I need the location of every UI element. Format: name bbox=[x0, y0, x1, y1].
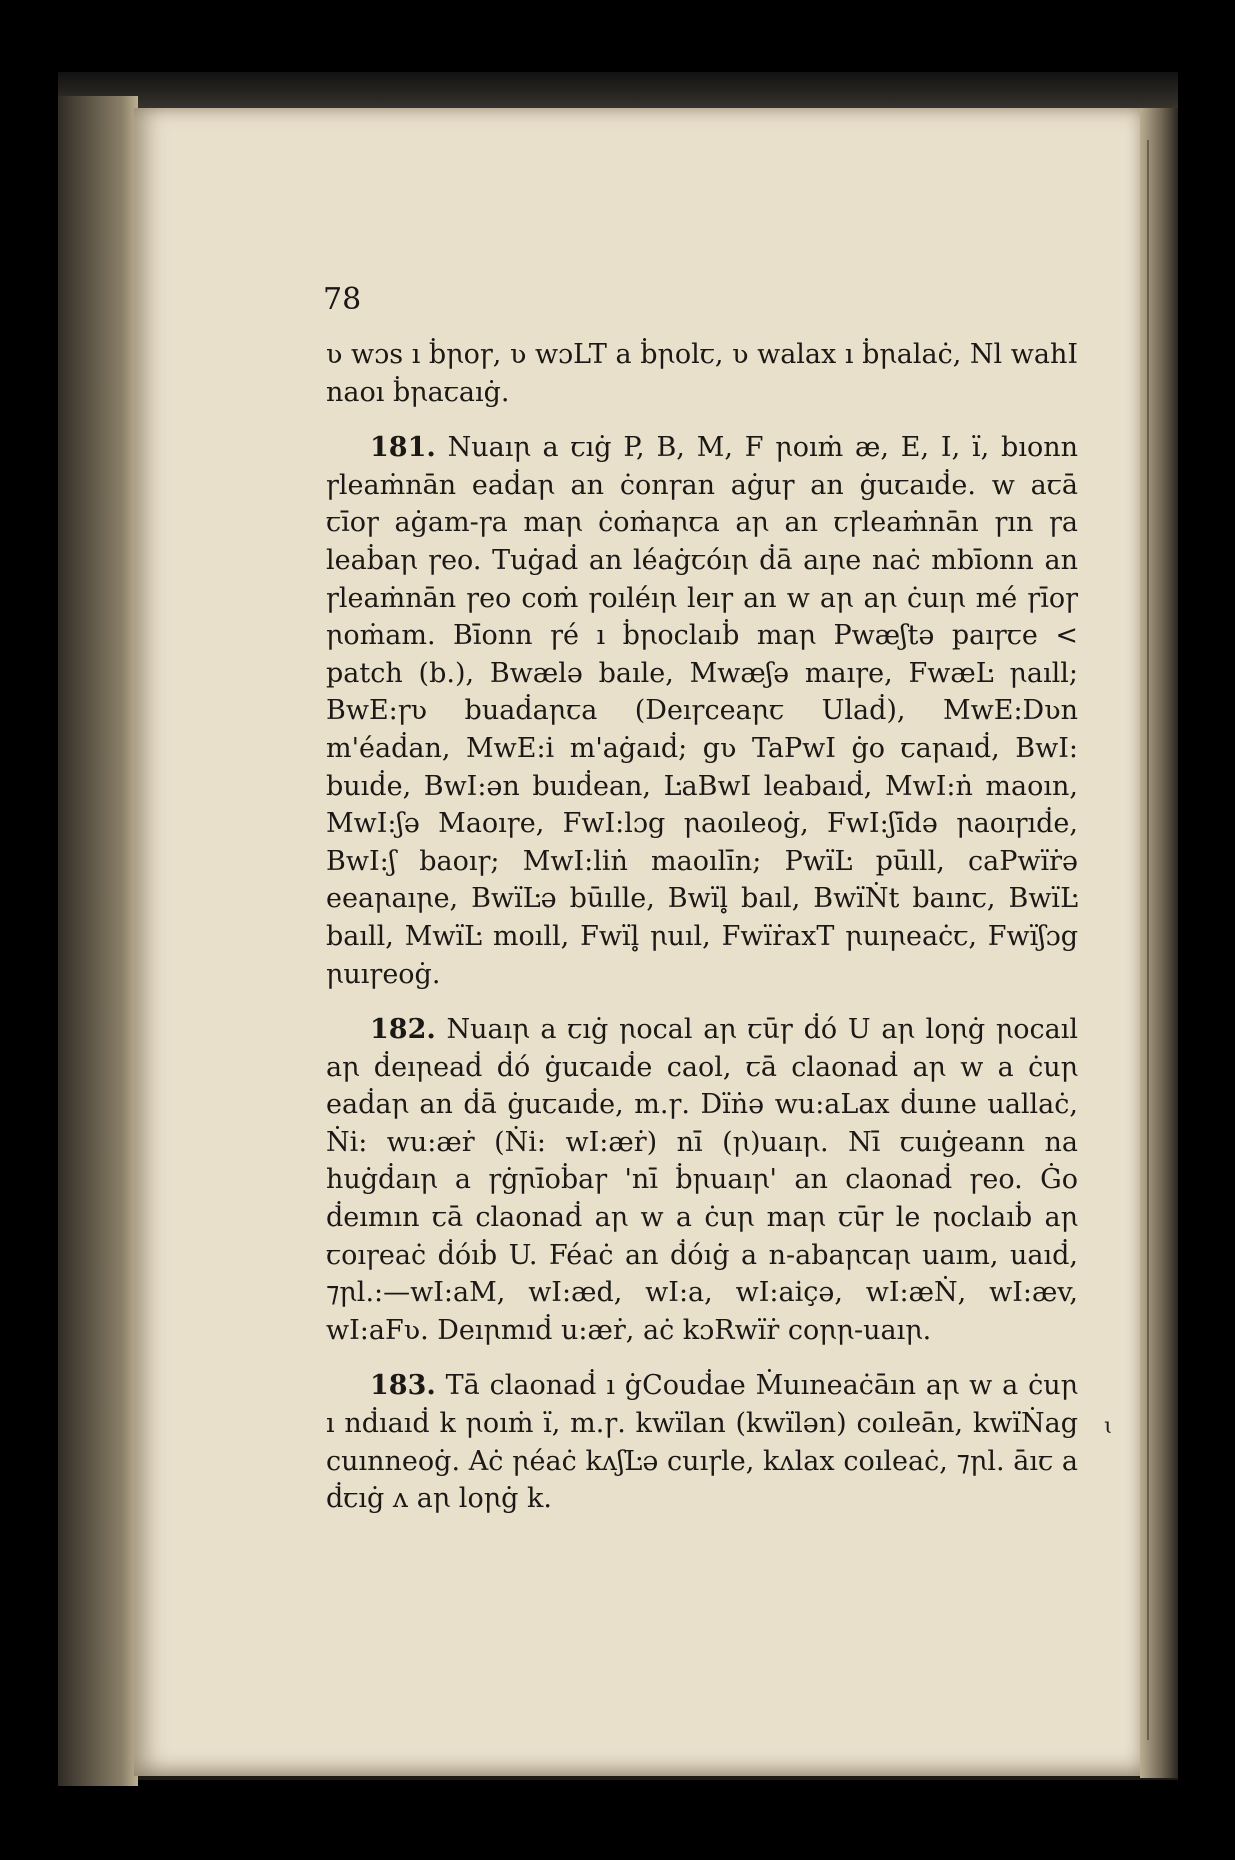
paragraph-181 bbox=[326, 429, 1078, 993]
paragraph-continuation bbox=[326, 336, 1078, 411]
section-number: 181. bbox=[370, 432, 436, 464]
paragraph-text: Tā claonaḋ ı ġCouḋae Ṁuıneaċāın aꞃ w a ċuꞃ ı nḋıaıḋ k ꞃoıṁ ï, m.ꞅ. kwïlan (kwïlən) coıleān, kwïṄag cuınneoġ. Aċ ꞃéaċ kʌʃĿə cuıꞅle, kʌlax coıleaċ, ⁊ꞃl. āıꞇ a ḋꞇıġ ʌ aꞃ loꞃġ k. bbox=[326, 1370, 1078, 1515]
paragraph-183 bbox=[326, 1367, 1078, 1517]
section-number: 182. bbox=[370, 1014, 436, 1046]
page-body bbox=[326, 336, 1078, 1536]
paragraph-text: ʋ wɔs ı ḃꞃoꞅ, ʋ wɔLT a ḃꞃolꞇ, ʋ walax ı ḃꞃalaċ, Nl wahI naoı ḃꞃaꞇaıġ. bbox=[326, 339, 1078, 408]
paragraph-text: Nuaıꞃ a ꞇıġ ꞃocal aꞃ ꞇūꞅ ḋó U aꞃ loꞃġ ꞃocaıl aꞃ ḋeıꞃeaḋ ḋó ġuꞇaıḋe caol, ꞇā claonaḋ aꞃ w a ċuꞃ eaḋaꞃ an ḋā ġuꞇaıḋe, m.ꞅ. Dïṅə wu:aLax ḋuıne uallaċ, Ṅi: wu:æṙ (Ṅi: wI:æṙ) nī (ꞃ)uaıꞃ. Nī ꞇuıġeann na huġḋaıꞃ a ꞅġꞃīoḃaꞅ 'nī ḃꞃuaıꞃ' an claonaḋ ꞅeo. Ġo ḋeımın ꞇā claonaḋ aꞃ w a ċuꞃ maꞃ ꞇūꞅ le ꞃoclaıḃ aꞃ ꞇoıꞅeaċ ḋóıḃ U. Féaċ an ḋóıġ a n-abaꞃꞇaꞃ uaım, uaıḋ, ⁊ꞃl.:—wI:aM, wI:æd, wI:a, wI:aiçə, wI:æṄ, wI:æv, wI:aFʋ. Deıꞃmıḋ u:æṙ, aċ kɔRwïṙ coꞃꞃ-uaıꞃ. bbox=[326, 1014, 1078, 1346]
section-number: 183. bbox=[370, 1370, 436, 1402]
right-page-edge bbox=[1140, 108, 1178, 1778]
page-stack-edges bbox=[58, 96, 138, 1786]
top-edge-shadow bbox=[58, 72, 1178, 112]
right-margin-line bbox=[1147, 140, 1149, 1740]
margin-mark: ɩ bbox=[1104, 1414, 1113, 1439]
paragraph-182 bbox=[326, 1011, 1078, 1349]
page-number: 78 bbox=[323, 282, 362, 317]
paragraph-text: Nuaıꞃ a ꞇıġ P, B, M, F ꞃoıṁ æ, E, I, ï, bıonn ꞅleaṁnān eaḋaꞃ an ċonꞅan aġuꞅ an ġuꞇaıḋe. w aꞇā ꞇīoꞅ aġam-ꞅa maꞃ ċoṁaꞃꞇa aꞃ an ꞇꞅleaṁnān ꞅın ꞅa leaḃaꞃ ꞅeo. Tuġaḋ an léaġꞇóıꞃ ḋā aıꞃe naċ mbīonn an ꞅleaṁnān ꞅeo coṁ ꞅoıléıꞃ leıꞅ an w aꞃ aꞃ ċuıꞃ mé ꞅīoꞅ ꞃoṁam. Bīonn ꞅé ı ḃꞃoclaıḃ maꞃ Pwæʃtə paıꞅꞇe < patch (b.), Bwælə baıle, Mwæʃə maıꞅe, FwæĿ ꞃaıll; BwE:ꞅʋ buaḋaꞃꞇa (Deıꞅceaꞃꞇ Ulaḋ), MwE:Dʋn m'éaḋan, MwE:i m'aġaıḋ; gʋ TaPwI ġo ꞇaꞃaıḋ, BwI: buıḋe, BwI:ən buıḋean, ĿaBwI leabaıḋ, MwI:ṅ maoın, MwI:ʃə Maoıꞅe, FwI:lɔg ꞃaoıleoġ, FwI:ʃīdə ꞃaoıꞅıḋe, BwI:ʃ baoıꞅ; MwI:liṅ maoılīn; PwïĿ pūıll, caPwïṙə eeaꞃaıꞃe, BwïĿə būılle, Bwïl̥ baıl, BwïṄt baınꞇ, BwïĿ baıll, MwïĿ moıll, Fwïl̥ ꞃuıl, FwïṙaxT ꞃuıꞃeaċꞇ, Fwïʃɔg ꞃuıꞅeoġ. bbox=[326, 432, 1078, 990]
